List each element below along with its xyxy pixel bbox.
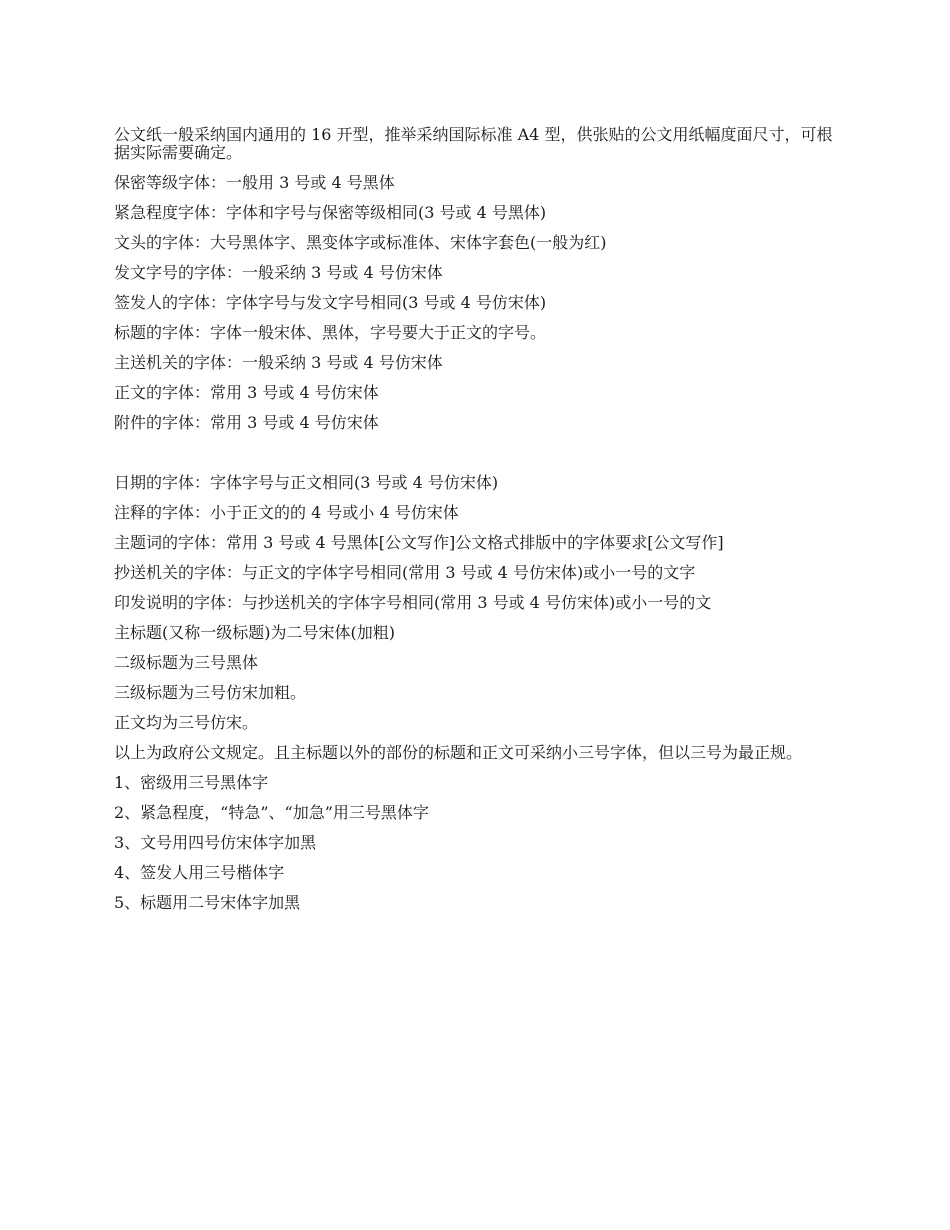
paragraph: 注释的字体：小于正文的的 4 号或小 4 号仿宋体 (114, 503, 459, 522)
section-gap (114, 444, 844, 474)
list-item: 2、紧急程度，“特急”、“加急”用三号黑体字 (114, 803, 429, 822)
paragraph: 日期的字体：字体字号与正文相同(3 号或 4 号仿宋体) (114, 473, 499, 492)
paragraph: 标题的字体：字体一般宋体、黑体，字号要大于正文的字号。 (114, 323, 547, 342)
list-item: 5、标题用二号宋体字加黑 (114, 893, 301, 912)
paragraph: 文头的字体：大号黑体字、黑变体字或标准体、宋体字套色(一般为红) (114, 233, 607, 252)
paragraph: 紧急程度字体：字体和字号与保密等级相同(3 号或 4 号黑体) (114, 203, 547, 222)
document-body (114, 126, 844, 924)
paragraph: 三级标题为三号仿宋加粗。 (114, 683, 307, 702)
paragraph: 印发说明的字体：与抄送机关的字体字号相同(常用 3 号或 4 号仿宋体)或小一号的文 (114, 593, 712, 612)
paragraph: 主标题(又称一级标题)为二号宋体(加粗) (114, 623, 395, 642)
paragraph: 以上为政府公文规定。且主标题以外的部份的标题和正文可采纳小三号字体，但以三号为最正规。 (114, 743, 803, 762)
list-item: 3、文号用四号仿宋体字加黑 (114, 833, 317, 852)
paragraph: 附件的字体：常用 3 号或 4 号仿宋体 (114, 413, 379, 432)
paragraph: 二级标题为三号黑体 (114, 653, 259, 672)
list-item: 1、密级用三号黑体字 (114, 773, 269, 792)
paragraph: 签发人的字体：字体字号与发文字号相同(3 号或 4 号仿宋体) (114, 293, 547, 312)
paragraph: 正文的字体：常用 3 号或 4 号仿宋体 (114, 383, 379, 402)
paragraph: 正文均为三号仿宋。 (114, 713, 259, 732)
list-item: 4、签发人用三号楷体字 (114, 863, 285, 882)
paragraph: 主题词的字体：常用 3 号或 4 号黑体[公文写作]公文格式排版中的字体要求[公文写作] (114, 533, 724, 552)
paragraph: 保密等级字体：一般用 3 号或 4 号黑体 (114, 173, 395, 192)
paragraph: 抄送机关的字体：与正文的字体字号相同(常用 3 号或 4 号仿宋体)或小一号的文字 (114, 563, 696, 582)
paragraph: 发文字号的字体：一般采纳 3 号或 4 号仿宋体 (114, 263, 443, 282)
paragraph: 主送机关的字体：一般采纳 3 号或 4 号仿宋体 (114, 353, 443, 372)
paragraph: 公文纸一般采纳国内通用的 16 开型，推举采纳国际标准 A4 型，供张贴的公文用纸幅度面尺寸，可根据实际需要确定。 (114, 125, 833, 162)
